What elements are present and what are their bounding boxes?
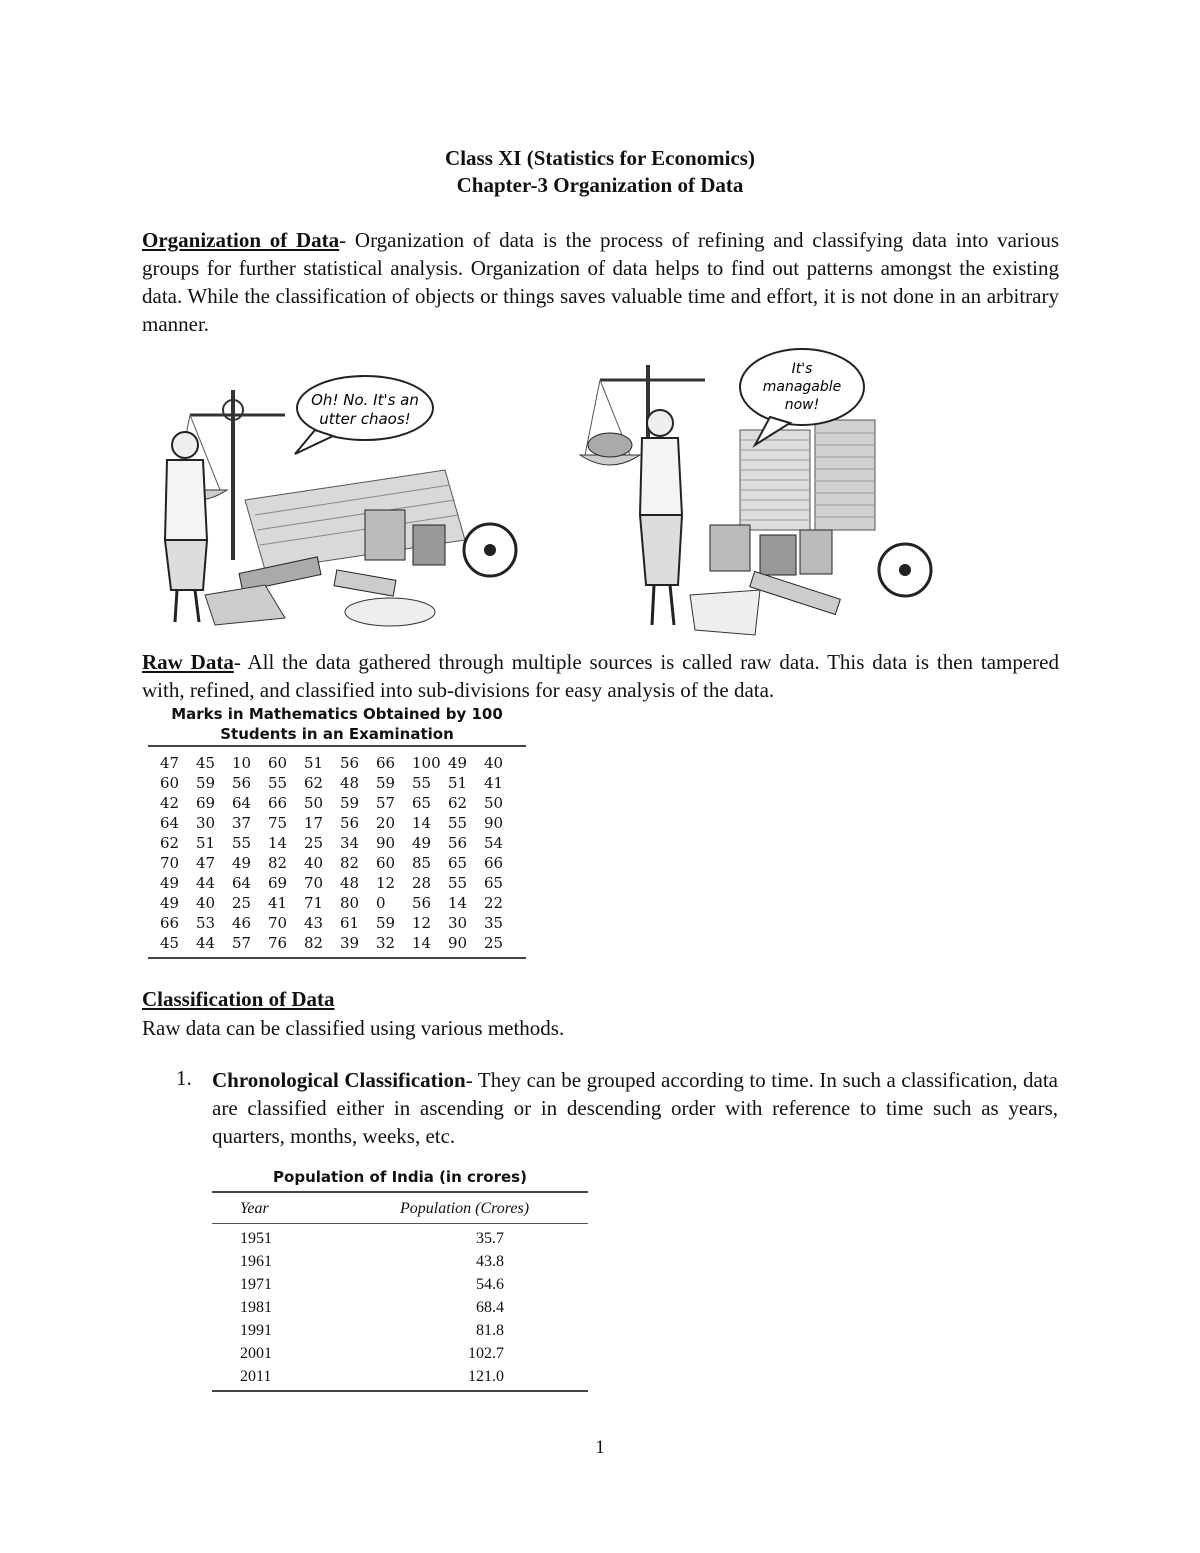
marks-table-cell: 49: [160, 874, 180, 892]
marks-table-cell: 32: [376, 934, 396, 952]
population-table-top-rule: [212, 1191, 588, 1193]
population-table-row: [212, 1276, 588, 1299]
marks-table-row: [160, 773, 526, 793]
marks-table-cell: 54: [484, 834, 504, 852]
marks-table-cell: 69: [196, 794, 216, 812]
population-table-row: [212, 1299, 588, 1322]
chronological-label: Chronological Classification: [212, 1068, 466, 1092]
marks-table-cell: 62: [448, 794, 468, 812]
marks-table-cell: 82: [268, 854, 288, 872]
marks-table-cell: 14: [448, 894, 468, 912]
bubble-organized-line3: now!: [784, 397, 820, 413]
marks-table-cell: 47: [196, 854, 216, 872]
marks-table-cell: 70: [160, 854, 180, 872]
chronological-item: [212, 1066, 1058, 1150]
marks-table-cell: 12: [412, 914, 432, 932]
population-table-caption: Population of India (in crores): [273, 1168, 527, 1186]
population-value-cell: 54.6: [476, 1276, 504, 1293]
marks-table-cell: 64: [232, 794, 252, 812]
intro-paragraph: [142, 226, 1059, 338]
marks-table-cell: 40: [484, 754, 504, 772]
marks-table-cell: 51: [304, 754, 324, 772]
marks-table-cell: 62: [304, 774, 324, 792]
classification-text: Raw data can be classified using various methods.: [142, 1016, 565, 1040]
illustration-organized: [570, 345, 960, 645]
population-table-row: [212, 1230, 588, 1253]
illustration-chaos: [145, 350, 535, 640]
marks-table-top-rule: [148, 745, 526, 747]
marks-table-cell: 59: [340, 794, 360, 812]
marks-table-cell: 80: [340, 894, 360, 912]
bubble-chaos-line2: utter chaos!: [319, 410, 411, 428]
marks-table-cell: 55: [232, 834, 252, 852]
marks-table-cell: 50: [304, 794, 324, 812]
intro-text: - Organization of data is the process of refining and classifying data into various groups for further statistical analysis. Organization of data helps to find out patterns amongst the existing data. While the classification of objects or things saves valuable time and effort, it is not done in an arbitrary manner.: [142, 228, 1059, 336]
marks-table-cell: 61: [340, 914, 360, 932]
doc-title-line2: Chapter-3 Organization of Data: [456, 173, 744, 197]
page-number: 1: [595, 1437, 605, 1458]
marks-table-cell: 47: [160, 754, 180, 772]
marks-table-cell: 41: [484, 774, 504, 792]
raw-data-label: Raw Data: [142, 650, 234, 674]
marks-table-cell: 48: [340, 874, 360, 892]
marks-table-cell: 82: [304, 934, 324, 952]
marks-table-cell: 57: [376, 794, 396, 812]
population-year-cell: 1981: [240, 1299, 272, 1316]
classification-heading: Classification of Data: [142, 987, 335, 1011]
marks-table-cell: 20: [376, 814, 396, 832]
marks-table-row: [160, 833, 526, 853]
marks-table-cell: 25: [484, 934, 504, 952]
raw-data-text: - All the data gathered through multiple sources is called raw data. This data is then tampered with, refined, and classified into sub-divisions for easy analysis of the data.: [142, 650, 1060, 702]
bubble-organized-line2: managable: [762, 379, 842, 395]
marks-table-cell: 75: [268, 814, 288, 832]
marks-table-cell: 59: [376, 914, 396, 932]
marks-table-cell: 59: [196, 774, 216, 792]
marks-caption-line2: Students in an Examination: [220, 725, 454, 743]
marks-table-cell: 65: [412, 794, 432, 812]
marks-table-cell: 66: [160, 914, 180, 932]
marks-table-cell: 14: [268, 834, 288, 852]
marks-table-cell: 55: [268, 774, 288, 792]
marks-table-cell: 65: [448, 854, 468, 872]
doc-title-line1: Class XI (Statistics for Economics): [445, 146, 755, 170]
marks-table-cell: 34: [340, 834, 360, 852]
marks-table-row: [160, 933, 526, 953]
marks-table-cell: 46: [232, 914, 252, 932]
marks-table-cell: 39: [340, 934, 360, 952]
marks-table-cell: 49: [160, 894, 180, 912]
population-table-header-rule: [212, 1223, 588, 1224]
marks-table-cell: 56: [340, 754, 360, 772]
chronological-text: - They can be grouped according to time. In such a classification, data are classified either in ascending or in descending order with reference to time such as years, quarters, months, weeks, etc.: [212, 1068, 1058, 1148]
marks-table-cell: 53: [196, 914, 216, 932]
marks-table: [160, 753, 526, 953]
marks-table-cell: 90: [376, 834, 396, 852]
marks-table-row: [160, 813, 526, 833]
population-col-population: Population (Crores): [400, 1200, 530, 1217]
marks-table-row: [160, 853, 526, 873]
bubble-organized-line1: It's: [791, 361, 813, 377]
marks-table-row: [160, 753, 526, 773]
marks-table-cell: 30: [448, 914, 468, 932]
marks-table-cell: 90: [448, 934, 468, 952]
population-year-cell: 1951: [240, 1230, 272, 1247]
marks-table-cell: 14: [412, 934, 432, 952]
marks-table-cell: 14: [412, 814, 432, 832]
population-table-bottom-rule: [212, 1390, 588, 1392]
population-table-row: [212, 1322, 588, 1345]
marks-table-cell: 64: [232, 874, 252, 892]
intro-label: Organization of Data: [142, 228, 340, 252]
population-year-cell: 2011: [240, 1368, 272, 1385]
population-year-cell: 1961: [240, 1253, 272, 1270]
marks-table-cell: 0: [376, 894, 386, 912]
population-year-cell: 1971: [240, 1276, 272, 1293]
marks-table-row: [160, 873, 526, 893]
marks-table-cell: 22: [484, 894, 504, 912]
marks-table-cell: 60: [160, 774, 180, 792]
marks-table-cell: 50: [484, 794, 504, 812]
marks-table-cell: 55: [412, 774, 432, 792]
marks-table-cell: 25: [232, 894, 252, 912]
marks-table-cell: 42: [160, 794, 180, 812]
marks-table-cell: 62: [160, 834, 180, 852]
marks-table-cell: 10: [232, 754, 252, 772]
marks-table-cell: 49: [448, 754, 468, 772]
population-table-row: [212, 1368, 588, 1391]
marks-table-cell: 70: [304, 874, 324, 892]
marks-table-cell: 82: [340, 854, 360, 872]
marks-table-cell: 45: [160, 934, 180, 952]
marks-table-cell: 55: [448, 874, 468, 892]
raw-data-paragraph: [142, 648, 1059, 704]
marks-table-cell: 44: [196, 874, 216, 892]
marks-table-cell: 37: [232, 814, 252, 832]
population-value-cell: 35.7: [476, 1230, 504, 1247]
marks-table-cell: 66: [376, 754, 396, 772]
marks-table-cell: 40: [304, 854, 324, 872]
marks-table-cell: 44: [196, 934, 216, 952]
marks-table-cell: 30: [196, 814, 216, 832]
marks-table-cell: 48: [340, 774, 360, 792]
marks-table-cell: 90: [484, 814, 504, 832]
population-table-row: [212, 1253, 588, 1276]
marks-table-cell: 41: [268, 894, 288, 912]
population-year-cell: 1991: [240, 1322, 272, 1339]
marks-table-cell: 71: [304, 894, 324, 912]
marks-table-cell: 66: [268, 794, 288, 812]
marks-caption-line1: Marks in Mathematics Obtained by 100: [171, 705, 503, 723]
marks-table-cell: 100: [412, 754, 441, 772]
marks-table-cell: 12: [376, 874, 396, 892]
marks-table-bottom-rule: [148, 957, 526, 959]
marks-table-cell: 56: [340, 814, 360, 832]
marks-table-cell: 40: [196, 894, 216, 912]
population-col-year: Year: [240, 1200, 269, 1217]
marks-table-cell: 66: [484, 854, 504, 872]
marks-table-row: [160, 793, 526, 813]
marks-table-cell: 25: [304, 834, 324, 852]
marks-table-cell: 17: [304, 814, 324, 832]
marks-table-cell: 35: [484, 914, 504, 932]
marks-table-cell: 56: [412, 894, 432, 912]
marks-table-cell: 85: [412, 854, 432, 872]
marks-table-cell: 51: [196, 834, 216, 852]
marks-table-cell: 57: [232, 934, 252, 952]
population-value-cell: 102.7: [468, 1345, 504, 1362]
marks-table-cell: 60: [268, 754, 288, 772]
marks-table-cell: 43: [304, 914, 324, 932]
bubble-chaos-line1: Oh! No. It's an: [311, 391, 419, 409]
marks-table-cell: 55: [448, 814, 468, 832]
marks-table-cell: 51: [448, 774, 468, 792]
marks-table-cell: 45: [196, 754, 216, 772]
population-value-cell: 68.4: [476, 1299, 504, 1316]
marks-table-row: [160, 913, 526, 933]
marks-table-cell: 70: [268, 914, 288, 932]
marks-table-cell: 56: [232, 774, 252, 792]
marks-table-cell: 69: [268, 874, 288, 892]
marks-table-row: [160, 893, 526, 913]
marks-table-cell: 49: [412, 834, 432, 852]
population-value-cell: 43.8: [476, 1253, 504, 1270]
population-value-cell: 121.0: [468, 1368, 504, 1385]
marks-table-caption: [148, 704, 526, 744]
marks-table-cell: 64: [160, 814, 180, 832]
marks-table-cell: 28: [412, 874, 432, 892]
marks-table-cell: 60: [376, 854, 396, 872]
marks-table-cell: 49: [232, 854, 252, 872]
population-value-cell: 81.8: [476, 1322, 504, 1339]
marks-table-cell: 59: [376, 774, 396, 792]
marks-table-cell: 56: [448, 834, 468, 852]
population-table-row: [212, 1345, 588, 1368]
item-number: 1.: [176, 1066, 192, 1090]
marks-table-cell: 65: [484, 874, 504, 892]
marks-table-cell: 76: [268, 934, 288, 952]
population-year-cell: 2001: [240, 1345, 272, 1362]
